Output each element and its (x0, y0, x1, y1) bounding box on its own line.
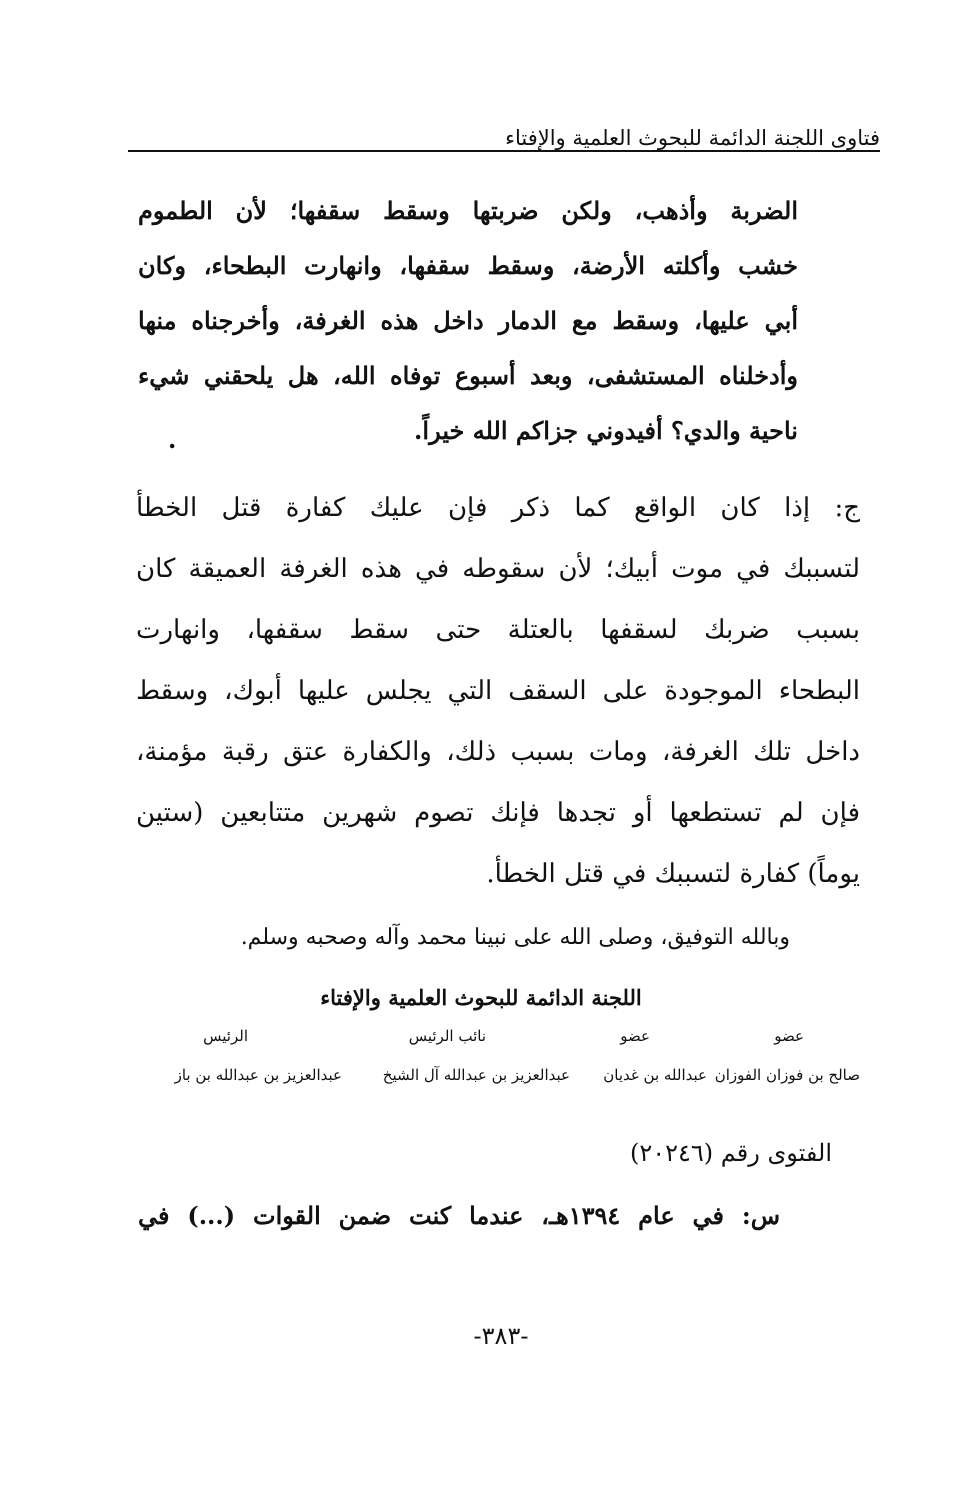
page-number: -٣٨٣- (473, 1322, 529, 1350)
answer-line: لتسببك في موت أبيك؛ لأن سقوطه في هذه الغرفة العميقة كان (136, 554, 860, 584)
question-continued (138, 183, 798, 458)
member-name: عبدالعزيز بن عبدالله بن باز (174, 1066, 342, 1084)
answer-line: ج: إذا كان الواقع كما ذكر فإن عليك كفارة قتل الخطأ (136, 493, 860, 523)
question-line: ناحية والدي؟ أفيدوني جزاكم الله خيراً. (414, 416, 798, 445)
header-rule (128, 150, 880, 152)
next-question: س: في عام ١٣٩٤هـ، عندما كنت ضمن القوات (...) في (138, 1201, 780, 1230)
running-header (128, 120, 880, 160)
role-label: عضو (620, 1027, 650, 1045)
answer-line: البطحاء الموجودة على السقف التي يجلس عليها أبوك، وسقط (136, 676, 860, 706)
question-line: وأدخلناه المستشفى، وبعد أسبوع توفاه الله، هل يلحقني شيء (138, 361, 798, 390)
answer-paragraph (136, 478, 860, 905)
answer-line: داخل تلك الغرفة، ومات بسبب ذلك، والكفارة عتق رقبة مؤمنة، (136, 737, 860, 767)
question-line: خشب وأكلته الأرضة، وسقط سقفها، وانهارت البطحاء، وكان (138, 251, 798, 280)
role-label: عضو (774, 1027, 804, 1045)
closing-prayer: وبالله التوفيق، وصلى الله على نبينا محمد وآله وصحبه وسلم. (240, 925, 790, 950)
answer-line: فإن لم تستطعها أو تجدها فإنك تصوم شهرين متتابعين (ستين (136, 798, 860, 828)
member-name: عبدالعزيز بن عبدالله آل الشيخ (382, 1066, 570, 1084)
fatwa-number: الفتوى رقم (٢٠٢٤٦) (629, 1139, 832, 1167)
role-label: الرئيس (203, 1027, 248, 1045)
question-line: الضربة وأذهب، ولكن ضربتها وسقط سقفها؛ لأن الطموم (138, 196, 798, 225)
signatory-names (150, 1066, 870, 1094)
answer-line: يوماً) كفارة لتسببك في قتل الخطأ. (486, 859, 860, 889)
committee-name: اللجنة الدائمة للبحوث العلمية والإفتاء (320, 985, 642, 1010)
stray-dot: . (168, 425, 177, 454)
member-name: صالح بن فوزان الفوزان (714, 1066, 860, 1084)
question-line: أبي عليها، وسقط مع الدمار داخل هذه الغرفة، وأخرجناه منها (138, 306, 798, 335)
header-title: فتاوى اللجنة الدائمة للبحوث العلمية والإفتاء (495, 126, 880, 150)
signatory-roles (150, 1027, 870, 1055)
answer-line: بسبب ضربك لسقفها بالعتلة حتى سقط سقفها، وانهارت (136, 615, 860, 645)
member-name: عبدالله بن غديان (603, 1066, 707, 1084)
role-label: نائب الرئيس (408, 1027, 486, 1045)
